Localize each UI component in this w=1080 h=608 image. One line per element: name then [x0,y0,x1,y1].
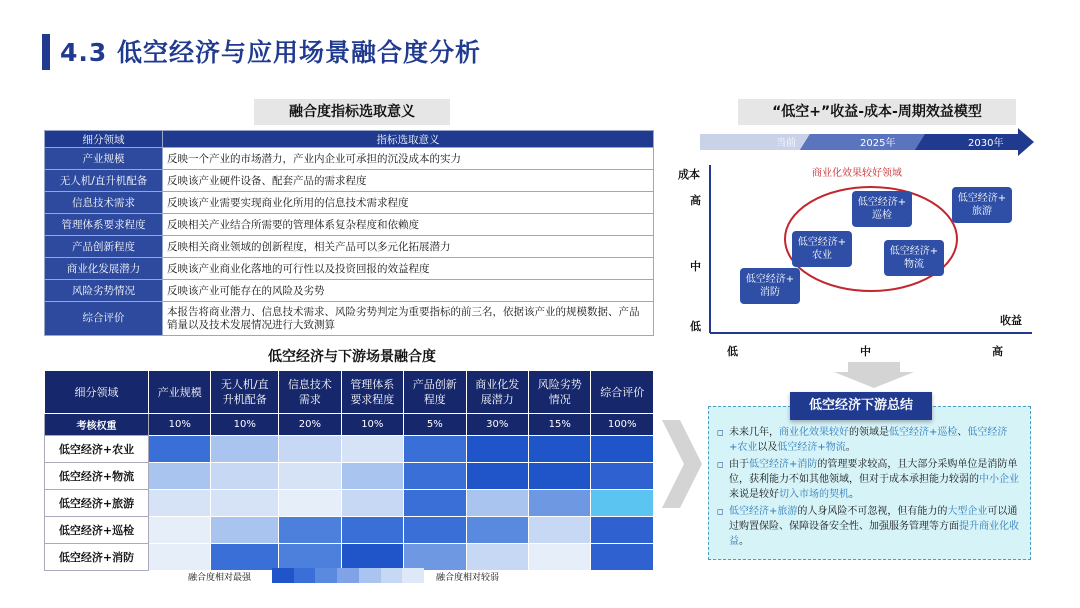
heatmap-cell [466,436,528,463]
heatmap-cell [341,544,403,571]
legend-step [402,568,424,583]
heatmap-col-header: 无人机/直 升机配备 [211,371,279,414]
heatmap-cell [149,463,211,490]
heatmap-cell [404,544,466,571]
heatmap-cell [279,436,341,463]
y-tick-mid: 中 [690,260,701,273]
timeline-2030: 2030年 [968,138,1004,149]
heatmap-cell [279,517,341,544]
legend-step [272,568,294,583]
bubble-logistics: 低空经济+ 物流 [884,240,944,276]
indicator-table-caption: 融合度指标选取意义 [254,99,450,125]
heatmap-cell [591,463,654,490]
indicator-table [44,130,654,336]
title-accent-bar [42,34,50,70]
heatmap-cell [279,490,341,517]
bubble-firefighting: 低空经济+ 消防 [740,268,800,304]
bubble-agriculture: 低空经济+ 农业 [792,231,852,267]
bubble-tourism: 低空经济+ 旅游 [952,187,1012,223]
table-row [45,463,654,490]
heatmap-cell [279,463,341,490]
heatmap-cell [211,517,279,544]
heatmap-row-label: 低空经济+巡检 [45,517,149,544]
heatmap-cell [404,436,466,463]
indicator-key: 综合评价 [45,302,163,336]
legend-strong-label: 融合度相对最强 [188,573,252,583]
x-axis-label: 收益 [1000,314,1022,327]
heatmap-col-header: 产品创新 程度 [404,371,466,414]
heatmap-cell [211,490,279,517]
weight-cell: 30% [466,414,528,436]
heatmap-cell [404,463,466,490]
legend-weak-label: 融合度相对较弱 [436,573,500,583]
weight-label: 考核权重 [45,414,149,436]
timeline-now: 当前 [776,138,796,149]
square-bullet-icon: ◻ [717,460,724,469]
heatmap-cell [341,490,403,517]
legend-step [359,568,381,583]
heatmap-col-header: 管理体系 要求程度 [341,371,403,414]
heatmap-row-label: 低空经济+旅游 [45,490,149,517]
weight-cell: 5% [404,414,466,436]
cost-benefit-chart [670,155,1040,345]
weight-cell: 10% [211,414,279,436]
heatmap-col-header: 产业规模 [149,371,211,414]
heatmap-cell [591,436,654,463]
heatmap-cell [528,463,590,490]
summary-title: 低空经济下游总结 [790,392,932,420]
heatmap-cell [528,544,590,571]
indicator-desc: 反映相关商业领域的创新程度，相关产品可以多元化拓展潜力 [163,236,654,258]
weight-cell: 10% [341,414,403,436]
table-row [45,302,654,336]
y-axis-label: 成本 [678,168,700,181]
heatmap-cell [341,517,403,544]
heatmap-cell [211,436,279,463]
heatmap-cell [149,436,211,463]
table-row [45,170,654,192]
y-tick-low: 低 [690,320,701,333]
summary-point: ◻ 由于低空经济+消防的管理要求较高，且大部分采购单位是消防单位，获利能力不如其他领域，但对于成本承担能力较弱的中小企业来说是较好切入市场的契机。 [717,459,1019,500]
y-tick-high: 高 [690,194,701,207]
indicator-header-meaning: 指标选取意义 [163,131,654,148]
table-row [45,148,654,170]
table-row [45,436,654,463]
heatmap-corner: 细分领域 [45,371,149,414]
table-row [45,280,654,302]
heatmap-col-header: 信息技术 需求 [279,371,341,414]
summary-point: ◻ 低空经济+旅游的人身风险不可忽视，但有能力的大型企业可以通过购置保险、保障设备安全性、加强服务管理等方面提升商业化收益。 [717,506,1019,547]
indicator-key: 管理体系要求程度 [45,214,163,236]
summary-point: ◻ 未来几年，商业化效果较好的领域是低空经济+巡检、低空经济+农业以及低空经济+物流。 [717,427,1008,453]
heatmap-cell [528,490,590,517]
table-row [45,214,654,236]
indicator-desc: 反映一个产业的市场潜力，产业内企业可承担的沉没成本的实力 [163,148,654,170]
indicator-desc: 本报告将商业潜力、信息技术需求、风险劣势判定为重要指标的前三名，依据该产业的规模数据、产品销量以及技术发展情况进行大致测算 [163,302,654,336]
x-tick-high: 高 [992,345,1003,358]
heatmap-cell [466,463,528,490]
heatmap-cell [591,490,654,517]
square-bullet-icon: ◻ [717,507,724,516]
weight-row [45,414,654,436]
indicator-desc: 反映相关产业结合所需要的管理体系复杂程度和依赖度 [163,214,654,236]
indicator-key: 无人机/直升机配备 [45,170,163,192]
legend-step [315,568,337,583]
heatmap-cell [149,517,211,544]
indicator-key: 产品创新程度 [45,236,163,258]
fusion-heatmap-table [44,370,654,571]
heatmap-cell [211,463,279,490]
indicator-desc: 反映该产业需要实现商业化所用的信息技术需求程度 [163,192,654,214]
page-title: 4.3 低空经济与应用场景融合度分析 [60,38,481,67]
indicator-key: 信息技术需求 [45,192,163,214]
table-row [45,258,654,280]
legend-step [294,568,316,583]
heatmap-col-header: 风险劣势 情况 [528,371,590,414]
heatmap-cell [211,544,279,571]
heatmap-cell [149,490,211,517]
legend-step [381,568,403,583]
indicator-key: 产业规模 [45,148,163,170]
indicator-desc: 反映该产业可能存在的风险及劣势 [163,280,654,302]
heatmap-cell [404,517,466,544]
table-row [45,236,654,258]
table-row [45,517,654,544]
weight-cell: 20% [279,414,341,436]
weight-cell: 10% [149,414,211,436]
heatmap-cell [466,544,528,571]
indicator-desc: 反映该产业商业化落地的可行性以及投资回报的效益程度 [163,258,654,280]
heatmap-row-label: 低空经济+物流 [45,463,149,490]
down-arrow-icon [834,362,914,388]
indicator-key: 商业化发展潜力 [45,258,163,280]
indicator-header-domain: 细分领域 [45,131,163,148]
x-tick-low: 低 [727,345,738,358]
model-caption: “低空+”收益-成本-周期效益模型 [738,99,1016,125]
region-label: 商业化效果较好领域 [812,168,902,179]
legend-step [337,568,359,583]
heatmap-row-label: 低空经济+农业 [45,436,149,463]
indicator-key: 风险劣势情况 [45,280,163,302]
timeline-2025: 2025年 [860,138,896,149]
heatmap-cell [591,517,654,544]
square-bullet-icon: ◻ [717,428,724,437]
table-row [45,490,654,517]
heatmap-cell [466,517,528,544]
heatmap-col-header: 商业化发 展潜力 [466,371,528,414]
right-arrow-icon [662,420,702,508]
heatmap-cell [149,544,211,571]
table-row [45,192,654,214]
heatmap-caption: 低空经济与下游场景融合度 [254,344,450,370]
heatmap-col-header: 综合评价 [591,371,654,414]
table-row [45,544,654,571]
summary-box [708,406,1031,560]
weight-cell: 15% [528,414,590,436]
heatmap-row-label: 低空经济+消防 [45,544,149,571]
heatmap-cell [466,490,528,517]
bubble-inspection: 低空经济+ 巡检 [852,191,912,227]
heatmap-cell [341,436,403,463]
heatmap-cell [404,490,466,517]
heatmap-cell [279,544,341,571]
heatmap-cell [591,544,654,571]
x-tick-mid: 中 [860,345,871,358]
heatmap-cell [341,463,403,490]
indicator-desc: 反映该产业硬件设备、配套产品的需求程度 [163,170,654,192]
legend-gradient [272,568,424,583]
weight-cell: 100% [591,414,654,436]
heatmap-cell [528,436,590,463]
heatmap-cell [528,517,590,544]
